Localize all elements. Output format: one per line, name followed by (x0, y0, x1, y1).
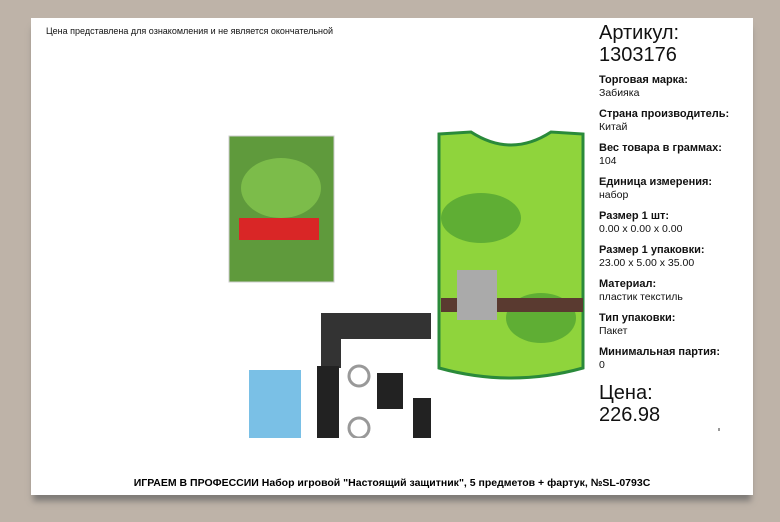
spec-value: Пакет (599, 325, 628, 337)
article-number: 1303176 (599, 44, 677, 66)
spec-item (599, 176, 749, 202)
product-card (31, 18, 753, 495)
price-label: Цена: (599, 382, 653, 404)
spec-label: Материал: (599, 278, 657, 290)
article-label: Артикул: (599, 22, 680, 44)
walkie-talkie (413, 398, 431, 438)
spec-value: 23.00 x 5.00 x 35.00 (599, 257, 695, 269)
booklet (249, 370, 301, 438)
spec-value: 104 (599, 155, 617, 167)
spec-label: Единица измерения: (599, 176, 713, 188)
spec-item (599, 108, 749, 134)
spec-label: Страна производитель: (599, 108, 730, 120)
spec-value: 0.00 x 0.00 x 0.00 (599, 223, 683, 235)
spec-label: Минимальная партия: (599, 346, 720, 358)
binoculars (377, 373, 403, 409)
product-title: ИГРАЕМ В ПРОФЕССИИ Набор игровой "Настоящий защитник", 5 предметов + фартук, №SL-0793C (133, 477, 651, 489)
price-disclaimer: Цена представлена для ознакомления и не является окончательной (46, 26, 334, 36)
spec-panel (599, 22, 749, 426)
spec-item (599, 312, 749, 338)
spec-value: пластик текстиль (599, 291, 683, 303)
spec-label: Торговая марка: (599, 74, 688, 86)
vest (439, 132, 583, 378)
toy-gun (321, 313, 431, 368)
handcuffs (349, 366, 369, 386)
spec-value: Китай (599, 121, 628, 133)
spec-item (599, 278, 749, 304)
spec-item (599, 244, 749, 270)
dot-mark (718, 428, 720, 431)
spec-label: Размер 1 упаковки: (599, 244, 705, 256)
spec-label: Размер 1 шт: (599, 210, 670, 222)
price-value: 226.98 (599, 404, 661, 426)
spec-item (599, 210, 749, 236)
spec-label: Вес товара в граммах: (599, 142, 722, 154)
spec-value: 0 (599, 359, 605, 371)
spec-item (599, 142, 749, 168)
spec-label: Тип упаковки: (599, 312, 676, 324)
spec-item (599, 74, 749, 100)
product-image (221, 98, 591, 438)
spec-item (599, 346, 749, 372)
spec-value: набор (599, 189, 629, 201)
package-bag (229, 136, 334, 282)
spec-value: Забияка (599, 87, 640, 99)
badge (317, 366, 339, 438)
